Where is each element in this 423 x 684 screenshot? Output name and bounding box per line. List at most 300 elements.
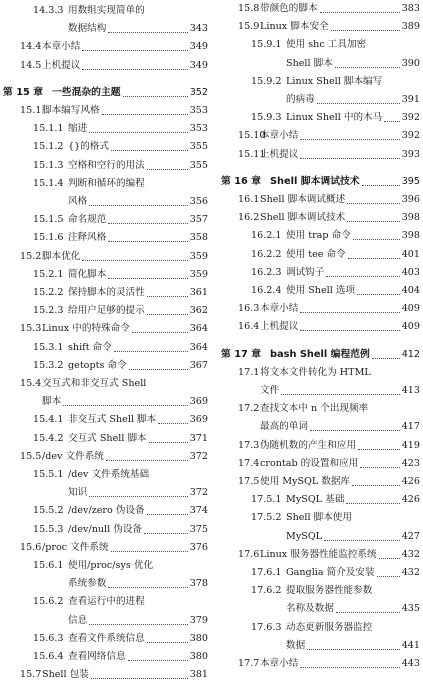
section-title: 本章小结 bbox=[260, 130, 299, 142]
dot-leader bbox=[347, 221, 400, 222]
toc-entry[interactable] bbox=[218, 437, 420, 455]
section-number: 15.10 bbox=[238, 130, 266, 142]
section-title: /dev/zero 伪设备 bbox=[68, 505, 145, 517]
toc-entry[interactable] bbox=[0, 466, 208, 484]
dot-leader bbox=[317, 103, 400, 104]
page-number: 356 bbox=[189, 196, 208, 207]
toc-entry[interactable] bbox=[0, 648, 208, 666]
dot-leader bbox=[346, 503, 399, 504]
section-title: 调试钩子 bbox=[286, 266, 325, 278]
dot-leader bbox=[111, 551, 188, 552]
dot-leader bbox=[132, 332, 188, 333]
chapter-title: 一些混杂的主题 bbox=[52, 86, 121, 98]
section-number: 15.2.1 bbox=[33, 268, 64, 280]
section-title: 交互式和非交互式 Shell bbox=[42, 378, 147, 389]
page-number: 379 bbox=[189, 614, 208, 626]
page-number: 412 bbox=[401, 348, 420, 360]
section-number: 17.5 bbox=[238, 476, 260, 487]
chapter-number: 第 17 章 bbox=[221, 348, 262, 360]
toc-entry[interactable] bbox=[0, 138, 208, 156]
section-title: 用数组实现简单的 bbox=[68, 5, 145, 16]
dot-leader bbox=[114, 351, 188, 352]
page-number: 392 bbox=[401, 112, 420, 124]
section-number: 16.3 bbox=[238, 303, 260, 315]
page-number: 398 bbox=[401, 212, 420, 224]
dot-leader bbox=[89, 496, 188, 497]
toc-entry[interactable] bbox=[0, 175, 208, 193]
dot-leader bbox=[384, 121, 399, 122]
page-number: 369 bbox=[189, 396, 208, 408]
section-title: 本章小结 bbox=[260, 303, 299, 315]
toc-entry[interactable] bbox=[0, 593, 208, 611]
page-number: 369 bbox=[189, 414, 208, 426]
dot-leader bbox=[379, 558, 400, 559]
toc-entry[interactable] bbox=[0, 557, 208, 575]
dot-leader bbox=[144, 533, 188, 534]
section-number: 17.3 bbox=[238, 439, 260, 451]
section-title: 带颜色的脚本 bbox=[260, 3, 318, 14]
toc-entry[interactable] bbox=[218, 264, 420, 282]
toc-entry[interactable] bbox=[218, 55, 420, 73]
dot-leader bbox=[82, 69, 187, 70]
page-number: 426 bbox=[401, 476, 420, 487]
section-title: 数据 bbox=[286, 639, 306, 651]
page-number: 364 bbox=[189, 341, 208, 353]
toc-entry[interactable] bbox=[218, 209, 420, 227]
page-number: 432 bbox=[401, 567, 420, 578]
section-number: 15.1.2 bbox=[33, 141, 64, 153]
page-number: 349 bbox=[189, 59, 208, 71]
toc-entry[interactable] bbox=[218, 0, 420, 18]
section-title: 最高的单词 bbox=[260, 421, 308, 433]
dot-leader bbox=[128, 660, 188, 661]
toc-entry[interactable] bbox=[0, 411, 208, 429]
section-number: 15.3.1 bbox=[33, 341, 64, 353]
section-title: Shell 包装 bbox=[42, 669, 89, 681]
toc-entry[interactable] bbox=[218, 109, 420, 127]
section-title: 使用 Shell 选项 bbox=[286, 285, 356, 296]
section-number: 15.4 bbox=[20, 378, 42, 389]
section-number: 15.6 bbox=[20, 541, 42, 553]
dot-leader bbox=[352, 485, 400, 486]
section-number: 14.4 bbox=[20, 41, 42, 53]
page-number: 396 bbox=[401, 194, 420, 205]
toc-entry[interactable] bbox=[0, 357, 208, 375]
dot-leader bbox=[310, 430, 400, 431]
section-number: 17.6 bbox=[238, 548, 260, 560]
toc-entry[interactable] bbox=[218, 300, 420, 318]
toc-entry[interactable] bbox=[0, 502, 208, 520]
dot-leader bbox=[111, 150, 188, 151]
section-number: 15.1.3 bbox=[33, 159, 64, 171]
toc-entry[interactable] bbox=[0, 57, 208, 75]
section-number: 15.1.6 bbox=[33, 232, 64, 244]
dot-leader bbox=[147, 314, 188, 315]
toc-entry[interactable] bbox=[0, 448, 208, 466]
section-number: 15.9.1 bbox=[251, 39, 282, 51]
page-number: 359 bbox=[189, 250, 208, 262]
toc-entry[interactable] bbox=[0, 393, 208, 411]
section-title: 伪随机数的产生和应用 bbox=[260, 439, 356, 451]
dot-leader bbox=[123, 96, 188, 97]
section-number: 15.2 bbox=[20, 250, 42, 262]
section-title: 将文本文件转化为 HTML bbox=[260, 366, 371, 378]
section-number: 15.6.3 bbox=[33, 632, 64, 644]
toc-entry[interactable] bbox=[0, 2, 208, 20]
dot-leader bbox=[108, 223, 187, 224]
toc-chapter-entry[interactable] bbox=[0, 84, 208, 102]
section-title: 使用/proc/sys 优化 bbox=[68, 560, 154, 571]
toc-entry[interactable] bbox=[218, 318, 420, 336]
dot-leader bbox=[108, 241, 187, 242]
section-number: 17.4 bbox=[238, 457, 260, 469]
page-number: 419 bbox=[401, 439, 420, 451]
dot-leader bbox=[147, 296, 188, 297]
page-number: 375 bbox=[189, 523, 208, 535]
section-number: 15.5.2 bbox=[33, 505, 64, 517]
dot-leader bbox=[353, 239, 400, 240]
toc-entry[interactable] bbox=[0, 193, 208, 211]
toc-entry[interactable] bbox=[218, 600, 420, 618]
dot-leader bbox=[89, 132, 188, 133]
section-number: 15.3 bbox=[20, 323, 42, 335]
section-number: 17.1 bbox=[238, 366, 260, 378]
dot-leader bbox=[335, 67, 400, 68]
toc-entry[interactable] bbox=[218, 418, 420, 436]
page-number: 380 bbox=[189, 651, 208, 662]
page-number: 404 bbox=[401, 285, 420, 296]
section-title: /dev 文件系统 bbox=[42, 450, 104, 462]
section-title: 文件 bbox=[260, 385, 280, 396]
page-number: 413 bbox=[401, 385, 420, 396]
section-number: 15.9 bbox=[238, 21, 260, 33]
section-number: 16.1 bbox=[238, 194, 260, 205]
dot-leader bbox=[326, 276, 399, 277]
section-number: 15.4.1 bbox=[33, 414, 64, 426]
section-number: 15.5.3 bbox=[33, 523, 64, 535]
page-number: 376 bbox=[189, 541, 208, 553]
page-number: 358 bbox=[189, 232, 208, 244]
page-number: 391 bbox=[401, 94, 420, 105]
toc-entry[interactable] bbox=[218, 546, 420, 564]
page-number: 392 bbox=[401, 130, 420, 142]
section-title: crontab 的设置和应用 bbox=[260, 457, 359, 469]
section-number: 17.5.2 bbox=[251, 512, 282, 524]
section-title: 使用 MySQL 数据库 bbox=[260, 476, 351, 487]
toc-entry[interactable] bbox=[218, 282, 420, 300]
dot-leader bbox=[82, 50, 187, 51]
toc-entry[interactable] bbox=[218, 619, 420, 637]
toc-entry[interactable] bbox=[0, 120, 208, 138]
section-number: 16.4 bbox=[238, 321, 260, 333]
page-number: 380 bbox=[189, 632, 208, 644]
toc-entry[interactable] bbox=[0, 630, 208, 648]
section-title: 查找文本中 n 个出现频率 bbox=[260, 403, 369, 415]
dot-leader bbox=[300, 158, 399, 159]
dot-leader bbox=[108, 587, 187, 588]
dot-leader bbox=[89, 624, 188, 625]
section-number: 15.1.4 bbox=[33, 177, 64, 189]
section-number: 15.9.2 bbox=[251, 75, 282, 87]
section-number: 15.11 bbox=[238, 148, 266, 160]
toc-entry[interactable] bbox=[0, 248, 208, 266]
section-title: MySQL 基础 bbox=[286, 494, 345, 506]
chapter-number: 第 15 章 bbox=[3, 86, 44, 98]
toc-entry[interactable] bbox=[218, 146, 420, 164]
section-title: 名称及数据 bbox=[286, 603, 334, 615]
page-number: 364 bbox=[189, 323, 208, 335]
toc-entry[interactable] bbox=[0, 38, 208, 56]
page-number: 353 bbox=[189, 123, 208, 135]
section-number: 15.2.2 bbox=[33, 287, 64, 298]
dot-leader bbox=[307, 649, 400, 650]
section-title: Linux Shell 脚本编写 bbox=[286, 75, 383, 87]
chapter-number: 第 16 章 bbox=[221, 175, 262, 187]
page-number: 426 bbox=[401, 494, 420, 506]
section-number: 16.2.3 bbox=[251, 266, 282, 278]
dot-leader bbox=[357, 294, 400, 295]
toc-entry[interactable] bbox=[0, 229, 208, 247]
toc-entry[interactable] bbox=[218, 655, 420, 673]
section-title: 给用户足够的提示 bbox=[68, 305, 145, 317]
dot-leader bbox=[147, 169, 188, 170]
section-number: 15.9.3 bbox=[251, 112, 282, 124]
toc-entry[interactable] bbox=[218, 491, 420, 509]
dot-leader bbox=[149, 442, 188, 443]
toc-entry[interactable] bbox=[0, 484, 208, 502]
section-title: 使用 shc 工具加密 bbox=[286, 39, 367, 51]
section-number: 15.1 bbox=[20, 105, 42, 116]
section-title: 系统参数 bbox=[68, 578, 107, 590]
dot-leader bbox=[348, 258, 400, 259]
toc-entry[interactable] bbox=[0, 612, 208, 630]
dot-leader bbox=[362, 185, 400, 186]
toc-entry[interactable] bbox=[0, 430, 208, 448]
chapter-title: Shell 脚本调试技术 bbox=[270, 175, 360, 187]
page-number: 393 bbox=[401, 148, 420, 160]
toc-entry[interactable] bbox=[218, 473, 420, 491]
section-title: 本章小结 bbox=[42, 41, 81, 53]
dot-leader bbox=[158, 423, 187, 424]
dot-leader bbox=[320, 12, 400, 13]
section-title: 空格和空行的用法 bbox=[68, 159, 145, 171]
toc-entry[interactable] bbox=[218, 382, 420, 400]
section-number: 14.3.3 bbox=[33, 5, 64, 16]
dot-leader bbox=[331, 30, 400, 31]
section-title: 动态更新服务器监控 bbox=[286, 621, 373, 633]
dot-leader bbox=[372, 358, 400, 359]
toc-entry[interactable] bbox=[0, 302, 208, 320]
section-title: /proc 文件系统 bbox=[42, 541, 109, 553]
section-title: 查看网络信息 bbox=[68, 651, 126, 662]
toc-entry[interactable] bbox=[218, 509, 420, 527]
section-number: 17.6.2 bbox=[251, 585, 282, 597]
toc-entry[interactable] bbox=[0, 284, 208, 302]
page-number: 398 bbox=[401, 230, 420, 242]
page-number: 435 bbox=[401, 603, 420, 615]
section-title: Linux 脚本安全 bbox=[260, 21, 329, 33]
section-title: 使用 tee 命令 bbox=[286, 248, 346, 260]
dot-leader bbox=[377, 576, 400, 577]
section-title: 使用 trap 命令 bbox=[286, 230, 351, 242]
section-title: getopts 命令 bbox=[68, 359, 127, 371]
dot-leader bbox=[63, 405, 188, 406]
page-number: 409 bbox=[401, 303, 420, 315]
section-title: /dev 文件系统基础 bbox=[68, 469, 150, 480]
section-title: 非交互式 Shell 脚本 bbox=[68, 414, 157, 426]
toc-entry[interactable] bbox=[218, 191, 420, 209]
section-number: 17.7 bbox=[238, 658, 260, 669]
page-number: 417 bbox=[401, 421, 420, 433]
section-title: Shell 脚本调试技术 bbox=[260, 212, 346, 224]
section-number: 15.4.2 bbox=[33, 432, 64, 444]
section-number: 16.2.2 bbox=[251, 248, 282, 260]
page-number: 423 bbox=[401, 457, 420, 469]
page-number: 378 bbox=[189, 578, 208, 590]
toc-entry[interactable] bbox=[218, 91, 420, 109]
dot-leader bbox=[300, 330, 399, 331]
toc-entry[interactable] bbox=[218, 227, 420, 245]
section-title: 查看运行中的进程 bbox=[68, 596, 145, 608]
dot-leader bbox=[324, 540, 400, 541]
page-number: 355 bbox=[189, 159, 208, 171]
section-title: Linux 中的特殊命令 bbox=[42, 323, 130, 335]
section-title: 信息 bbox=[68, 614, 88, 626]
toc-entry[interactable] bbox=[0, 575, 208, 593]
toc-entry[interactable] bbox=[0, 157, 208, 175]
toc-entry[interactable] bbox=[0, 375, 208, 393]
page-number: 381 bbox=[189, 669, 208, 681]
page-number: 359 bbox=[189, 268, 208, 280]
toc-chapter-entry[interactable] bbox=[218, 346, 420, 364]
section-title: 上机提议 bbox=[260, 148, 299, 160]
section-title: 的病毒 bbox=[286, 94, 315, 105]
dot-leader bbox=[358, 449, 400, 450]
toc-entry[interactable] bbox=[0, 339, 208, 357]
page-number: 432 bbox=[401, 548, 420, 560]
toc-entry[interactable] bbox=[0, 539, 208, 557]
toc-entry[interactable] bbox=[218, 246, 420, 264]
section-title: 命名规范 bbox=[68, 214, 107, 226]
page-number: 403 bbox=[401, 266, 420, 278]
section-number: 15.8 bbox=[238, 3, 260, 14]
toc-chapter-entry[interactable] bbox=[218, 173, 420, 191]
section-title: 数据结构 bbox=[68, 23, 107, 35]
section-title: Linux 服务器性能监控系统 bbox=[260, 548, 377, 560]
section-number: 15.1.1 bbox=[33, 123, 64, 135]
section-number: 15.7 bbox=[20, 669, 42, 681]
toc-entry[interactable] bbox=[218, 73, 420, 91]
toc-entry[interactable] bbox=[0, 521, 208, 539]
dot-leader bbox=[102, 114, 188, 115]
page-number: 409 bbox=[401, 321, 420, 333]
section-title: 判断和循环的编程 bbox=[68, 177, 145, 189]
page-number: 367 bbox=[189, 359, 208, 371]
toc-entry[interactable] bbox=[0, 266, 208, 284]
section-number: 16.2.4 bbox=[251, 285, 282, 296]
page-number: 427 bbox=[401, 530, 420, 542]
section-number: 15.6.4 bbox=[33, 651, 64, 662]
section-title: {}的格式 bbox=[68, 141, 109, 153]
section-number: 15.2.3 bbox=[33, 305, 64, 317]
dot-leader bbox=[281, 394, 400, 395]
section-title: 注释风格 bbox=[68, 232, 107, 244]
page-number: 343 bbox=[189, 23, 208, 35]
toc-entry[interactable] bbox=[0, 20, 208, 38]
section-title: Shell 脚本调试概述 bbox=[260, 194, 346, 205]
dot-leader bbox=[336, 612, 400, 613]
section-number: 16.2.1 bbox=[251, 230, 282, 242]
toc-entry[interactable] bbox=[218, 455, 420, 473]
section-number: 15.6.2 bbox=[33, 596, 64, 608]
page-number: 352 bbox=[189, 86, 208, 98]
dot-leader bbox=[129, 369, 188, 370]
section-title: MySQL bbox=[286, 530, 323, 542]
section-title: 交互式 Shell 脚本 bbox=[68, 432, 147, 444]
page-number: 441 bbox=[401, 639, 420, 651]
section-title: 上机提议 bbox=[42, 59, 81, 71]
section-number: 17.6.3 bbox=[251, 621, 282, 633]
toc-entry[interactable] bbox=[0, 102, 208, 120]
dot-leader bbox=[147, 514, 188, 515]
page-number: 349 bbox=[189, 41, 208, 53]
toc-entry[interactable] bbox=[218, 127, 420, 145]
section-title: shift 命令 bbox=[68, 341, 112, 353]
section-title: 上机提议 bbox=[260, 321, 299, 333]
toc-entry[interactable] bbox=[218, 18, 420, 36]
section-number: 17.2 bbox=[238, 403, 260, 415]
toc-entry[interactable] bbox=[218, 364, 420, 382]
page-number: 443 bbox=[401, 658, 420, 669]
toc-entry[interactable] bbox=[218, 637, 420, 655]
dot-leader bbox=[300, 667, 399, 668]
page-number: 395 bbox=[401, 175, 420, 187]
page-number: 355 bbox=[189, 141, 208, 153]
dot-leader bbox=[300, 139, 399, 140]
section-title: Ganglia 简介及安装 bbox=[286, 567, 375, 578]
section-title: 风格 bbox=[68, 196, 88, 207]
section-number: 15.1.5 bbox=[33, 214, 64, 226]
toc-entry[interactable] bbox=[218, 528, 420, 546]
toc-entry[interactable] bbox=[0, 666, 208, 684]
toc-entry[interactable] bbox=[218, 36, 420, 54]
toc-entry[interactable] bbox=[218, 582, 420, 600]
section-number: 15.3.2 bbox=[33, 359, 64, 371]
section-title: 查看文件系统信息 bbox=[68, 632, 145, 644]
section-number: 14.5 bbox=[20, 59, 42, 71]
page-number: 371 bbox=[189, 432, 208, 444]
section-title: Linux Shell 中的木马 bbox=[286, 112, 383, 124]
page-number: 372 bbox=[189, 487, 208, 499]
toc-entry[interactable] bbox=[218, 400, 420, 418]
dot-leader bbox=[147, 642, 188, 643]
toc-entry[interactable] bbox=[0, 320, 208, 338]
toc-entry[interactable] bbox=[0, 211, 208, 229]
page-number: 353 bbox=[189, 105, 208, 116]
toc-entry[interactable] bbox=[218, 564, 420, 582]
section-title: Shell 脚本 bbox=[286, 57, 333, 69]
section-title: 缩进 bbox=[68, 123, 88, 135]
dot-leader bbox=[82, 260, 187, 261]
page-number: 401 bbox=[401, 248, 420, 260]
section-title: 保持脚本的灵活性 bbox=[68, 287, 145, 298]
dot-leader bbox=[106, 460, 188, 461]
section-title: 简化脚本 bbox=[68, 268, 107, 280]
section-title: Shell 脚本使用 bbox=[286, 512, 352, 524]
page-number: 357 bbox=[189, 214, 208, 226]
section-title: 知识 bbox=[68, 487, 88, 499]
section-title: 脚本编写风格 bbox=[42, 105, 100, 116]
